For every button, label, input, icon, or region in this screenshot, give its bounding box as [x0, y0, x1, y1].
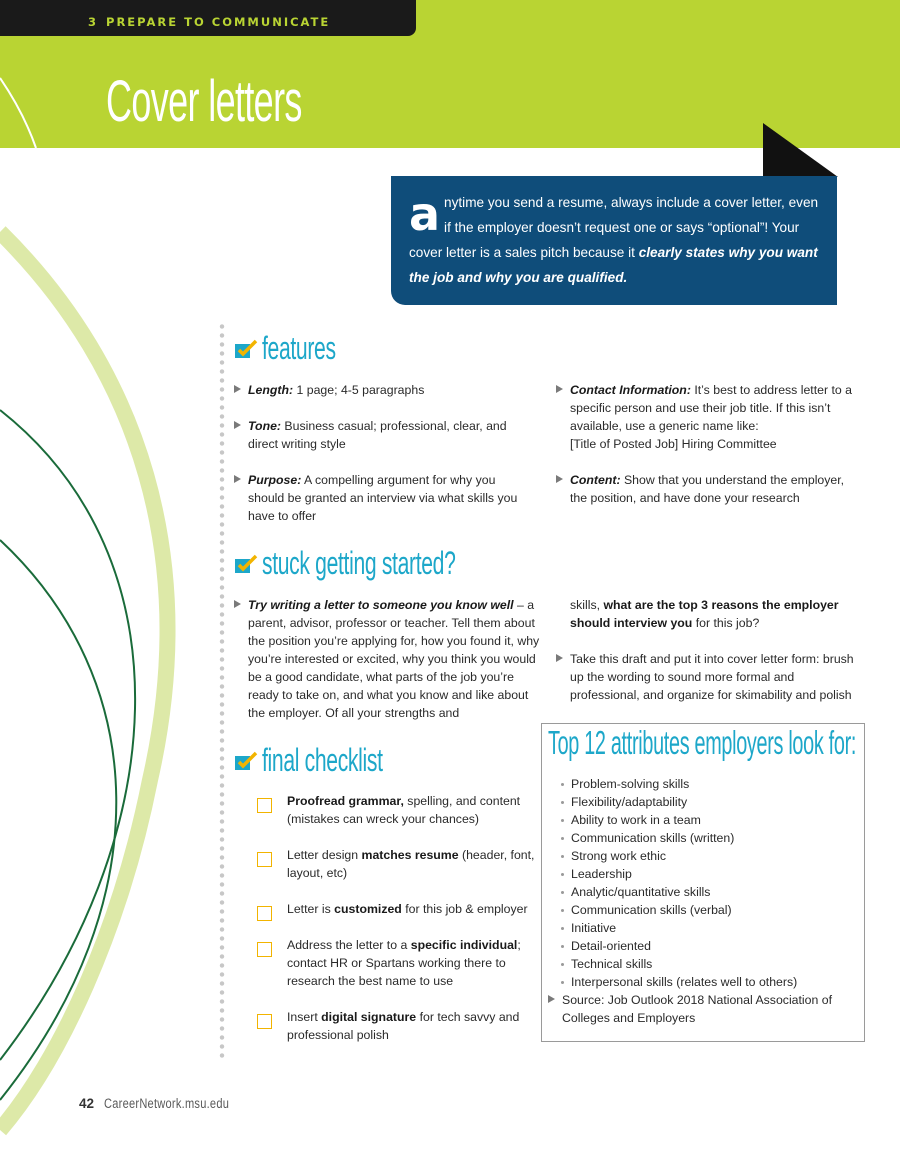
list-item-continued	[556, 596, 862, 632]
stuck-cont-bold: what are the top 3 reasons the employer should interview you	[570, 598, 839, 630]
list-item: Initiative	[560, 919, 860, 937]
stuck-left-list	[234, 596, 540, 740]
list-item: Detail-oriented	[560, 937, 860, 955]
checklist-text: spelling, and content (mistakes can wreck your chances)	[287, 794, 521, 826]
feature-text: 1 page; 4-5 paragraphs	[293, 383, 425, 397]
arrow-bullet-icon	[556, 654, 563, 662]
attributes-list	[560, 775, 860, 991]
checklist-title: final checklist	[262, 742, 383, 778]
list-item: Strong work ethic	[560, 847, 860, 865]
checklist-heading	[234, 742, 445, 779]
list-item: Communication skills (verbal)	[560, 901, 860, 919]
arrow-bullet-icon	[548, 995, 555, 1003]
checklist-text: Letter design	[287, 848, 362, 862]
checkbox[interactable]	[257, 852, 272, 867]
stuck-cont-end: for this job?	[692, 616, 760, 630]
page-title: Cover letters	[106, 69, 302, 134]
source-text: Source: Job Outlook 2018 National Association of Colleges and Employers	[562, 993, 833, 1025]
features-heading	[234, 330, 374, 367]
stuck-cont-text: skills,	[570, 598, 604, 612]
feature-text: Show that you understand the employer, the position, and have done your research	[570, 473, 845, 505]
stuck-text: – a parent, advisor, professor or teacher. Tell them about the position you’re applying for, how you found it, why you’re interested or excited, why you think you would be a good candidate, what parts of the job you’re ready to take on, and what you know and like about the employer. Of all your strengths and	[248, 598, 540, 720]
checklist-bold: Proofread grammar,	[287, 794, 404, 808]
features-right-list	[556, 381, 862, 525]
arrow-bullet-icon	[556, 475, 563, 483]
arrow-bullet-icon	[234, 385, 241, 393]
dotted-divider	[218, 322, 226, 1062]
arrow-bullet-icon	[556, 385, 563, 393]
checklist-bold: digital signature	[321, 1010, 417, 1024]
checklist-bold: customized	[334, 902, 402, 916]
checkbox[interactable]	[257, 942, 272, 957]
list-item	[556, 650, 862, 704]
footer-url[interactable]: CareerNetwork.msu.edu	[104, 1096, 230, 1111]
feature-label: Tone:	[248, 419, 282, 433]
chapter-name: PREPARE TO COMMUNICATE	[106, 15, 331, 29]
checklist-text: for tech savvy and professional polish	[287, 1010, 520, 1042]
attributes-title: Top 12 attributes employers look for:	[548, 724, 857, 761]
stuck-heading	[234, 545, 555, 582]
list-item: Flexibility/adaptability	[560, 793, 860, 811]
checklist-item	[255, 900, 545, 918]
arrow-bullet-icon	[234, 475, 241, 483]
page-number: 42	[79, 1096, 95, 1111]
checkbox[interactable]	[257, 798, 272, 813]
stuck-right-list	[556, 596, 862, 722]
feature-text: A compelling argument for why you should be granted an interview via what skills you have to offer	[248, 473, 518, 523]
list-item	[234, 417, 524, 453]
intro-emphasis: clearly states why you want the job and why you are qualified.	[409, 245, 818, 285]
attributes-box	[541, 723, 865, 1042]
feature-label: Length:	[248, 383, 294, 397]
feature-label: Content:	[570, 473, 621, 487]
checkbox[interactable]	[257, 906, 272, 921]
arrow-bullet-icon	[234, 600, 241, 608]
feature-example: [Title of Posted Job] Hiring Committee	[570, 437, 777, 451]
list-item: Ability to work in a team	[560, 811, 860, 829]
arrow-bullet-icon	[234, 421, 241, 429]
stuck-title: stuck getting started?	[262, 545, 456, 581]
checkmark-icon	[234, 554, 258, 574]
list-item	[234, 381, 524, 399]
list-item: Technical skills	[560, 955, 860, 973]
feature-label: Purpose:	[248, 473, 302, 487]
list-item: Communication skills (written)	[560, 829, 860, 847]
source-note	[548, 991, 860, 1027]
checklist-bold: matches resume	[361, 848, 459, 862]
features-left-list	[234, 381, 524, 543]
list-item	[234, 471, 524, 525]
checklist-text: Address the letter to a	[287, 938, 411, 952]
list-item: Interpersonal skills (relates well to others)	[560, 973, 860, 991]
checklist-text: Insert	[287, 1010, 322, 1024]
checklist-item	[255, 846, 545, 882]
page-footer	[79, 1096, 257, 1111]
list-item	[556, 381, 862, 453]
checklist-item	[255, 936, 545, 990]
checkbox[interactable]	[257, 1014, 272, 1029]
feature-text: Business casual; professional, clear, and direct writing style	[248, 419, 507, 451]
list-item	[234, 596, 540, 722]
intro-callout	[391, 176, 837, 305]
checklist-bold: specific individual	[410, 938, 518, 952]
intro-text: nytime you send a resume, always include a cover letter, even if the employer doesn’t request one or says “optional”! Your cover letter is a sales pitch because it	[409, 195, 819, 260]
checklist-text: for this job & employer	[401, 902, 528, 916]
feature-text: It’s best to address letter to a specific person and use their job title. If this isn’t available, use a generic name like:	[570, 383, 853, 433]
list-item: Leadership	[560, 865, 860, 883]
checklist-text: Letter is	[287, 902, 335, 916]
checkmark-icon	[234, 339, 258, 359]
list-item: Problem-solving skills	[560, 775, 860, 793]
stuck-text: Take this draft and put it into cover letter form: brush up the wording to sound more formal and professional, and organize for skimability and polish	[570, 652, 854, 702]
list-item: Analytic/quantitative skills	[560, 883, 860, 901]
stuck-label: Try writing a letter to someone you know well	[248, 598, 514, 612]
checklist-item	[255, 792, 545, 828]
checklist-text: ; contact HR or Spartans working there to research the best name to use	[287, 938, 521, 988]
checklist-item	[255, 1008, 545, 1044]
chapter-label	[88, 15, 330, 29]
features-title: features	[262, 330, 336, 366]
final-checklist	[255, 792, 545, 1062]
checklist-text: (header, font, layout, etc)	[287, 848, 535, 880]
chapter-number: 3	[88, 15, 99, 29]
intro-dropcap: a	[409, 187, 441, 241]
feature-label: Contact Information:	[570, 383, 691, 397]
list-item	[556, 471, 862, 507]
corner-triangle	[763, 123, 839, 177]
checkmark-icon	[234, 751, 258, 771]
